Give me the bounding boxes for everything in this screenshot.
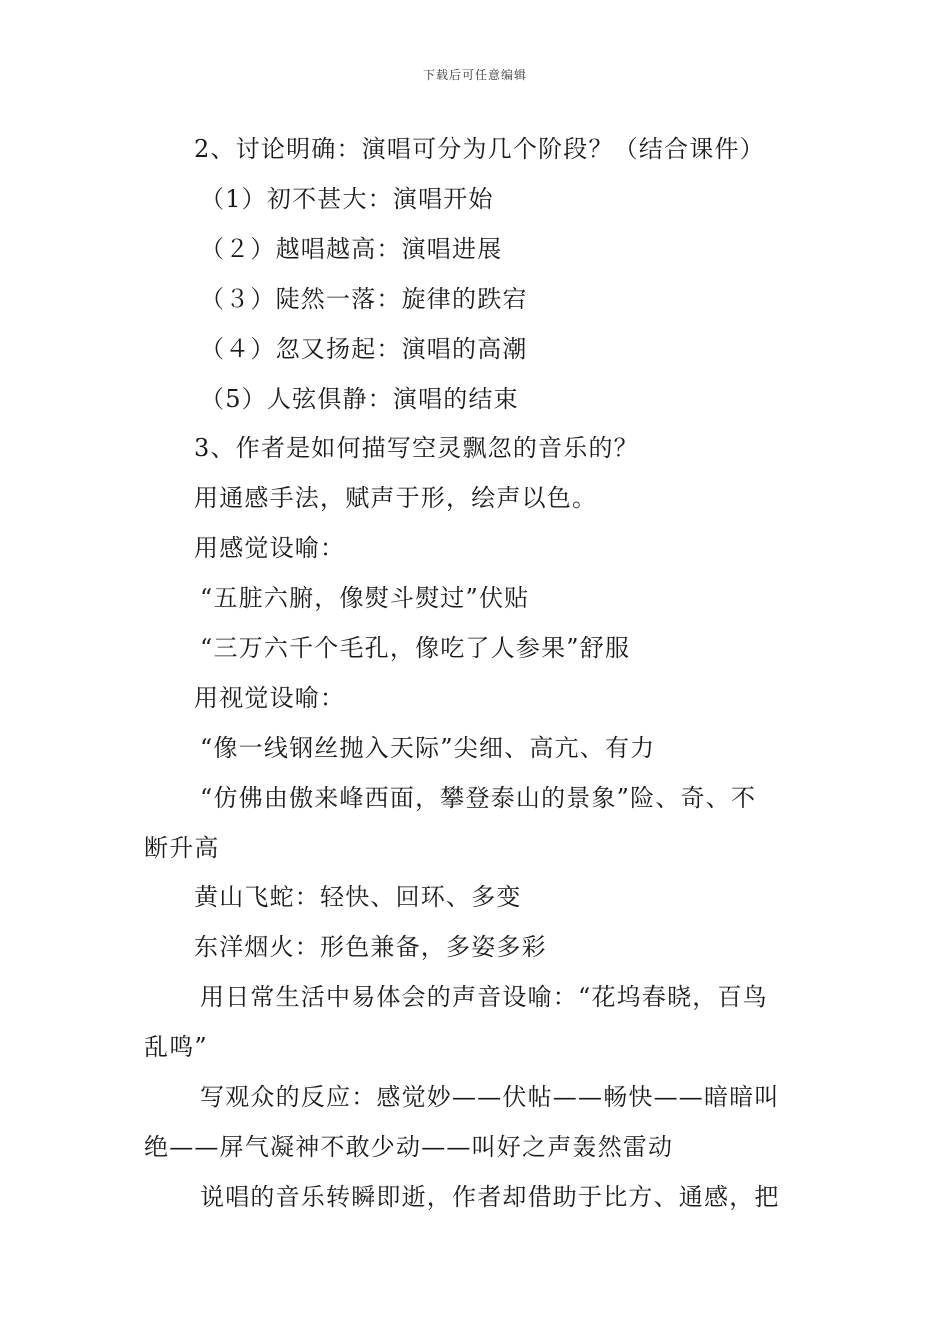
feeling-metaphor-2: “三万六千个毛孔，像吃了人参果”舒服 [200, 634, 631, 662]
stage-4-line: （４）忽又扬起：演唱的高潮 [200, 335, 528, 363]
feeling-metaphor-1: “五脏六腑，像熨斗熨过”伏贴 [200, 584, 530, 612]
question-3-line: 3、作者是如何描写空灵飘忽的音乐的？ [194, 434, 639, 462]
visual-metaphor-2-continued: 断升高 [144, 834, 220, 862]
stage-1-line: （1）初不甚大：演唱开始 [200, 185, 494, 213]
daily-sound-metaphor-continued: 乱鸣” [144, 1033, 208, 1061]
page-header: 下载后可任意编辑 [422, 68, 527, 82]
huangshan-snake-line: 黄山飞蛇：轻快、回环、多变 [194, 883, 522, 911]
stage-3-line: （３）陡然一落：旋律的跌宕 [200, 285, 528, 313]
fireworks-line: 东洋烟火：形色兼备，多姿多彩 [194, 933, 547, 961]
visual-metaphor-2: “仿佛由傲来峰西面，攀登泰山的景象”险、奇、不 [200, 784, 757, 812]
daily-sound-metaphor: 用日常生活中易体会的声音设喻：“花坞春晓，百鸟 [200, 983, 768, 1011]
audience-reaction-continued: 绝——屏气凝神不敢少动——叫好之声轰然雷动 [144, 1133, 674, 1161]
discussion-question-2: 2、讨论明确：演唱可分为几个阶段？（结合课件） [194, 135, 765, 163]
visual-metaphor-1: “像一线钢丝抛入天际”尖细、高亢、有力 [200, 734, 656, 762]
audience-reaction-line: 写观众的反应：感觉妙——伏帖——畅快——暗暗叫 [200, 1083, 780, 1111]
synesthesia-method-line: 用通感手法，赋声于形，绘声以色。 [194, 484, 598, 512]
visual-metaphor-heading: 用视觉设喻： [194, 684, 346, 712]
stage-2-line: （２）越唱越高：演唱进展 [200, 235, 503, 263]
stage-5-line: （5）人弦俱静：演唱的结束 [200, 385, 519, 413]
conclusion-line: 说唱的音乐转瞬即逝，作者却借助于比方、通感，把 [200, 1183, 780, 1211]
feeling-metaphor-heading: 用感觉设喻： [194, 534, 346, 562]
